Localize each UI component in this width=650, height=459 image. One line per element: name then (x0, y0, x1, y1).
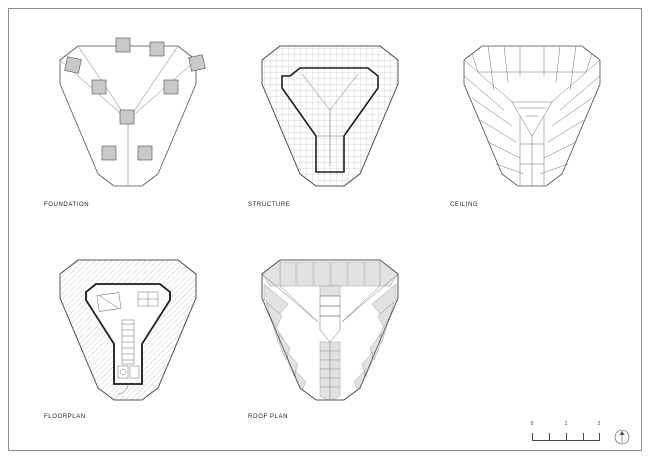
caption-structure: STRUCTURE (248, 202, 291, 208)
foundation-drawing (38, 24, 218, 194)
panel-foundation (38, 24, 218, 194)
caption-foundation: FOUNDATION (44, 202, 90, 208)
scale-label-2: 2 (597, 421, 601, 427)
roof-plan-drawing (240, 238, 420, 408)
panel-ceiling (442, 24, 622, 194)
caption-floorplan: FLOORPLAN (44, 414, 86, 420)
scale-bar-ticks (532, 433, 600, 440)
caption-ceiling: CEILING (450, 202, 479, 208)
panel-structure (240, 24, 420, 194)
scale-label-0: 0 (530, 421, 534, 427)
caption-roof-plan: ROOF PLAN (248, 414, 289, 420)
panel-roof-plan (240, 238, 420, 408)
structure-drawing (240, 24, 420, 194)
ceiling-drawing (442, 24, 622, 194)
panel-floorplan (38, 238, 218, 408)
scale-bar (532, 421, 632, 449)
north-arrow-icon (612, 427, 632, 447)
scale-label-1: 1 (564, 421, 568, 427)
floorplan-drawing (38, 238, 218, 408)
